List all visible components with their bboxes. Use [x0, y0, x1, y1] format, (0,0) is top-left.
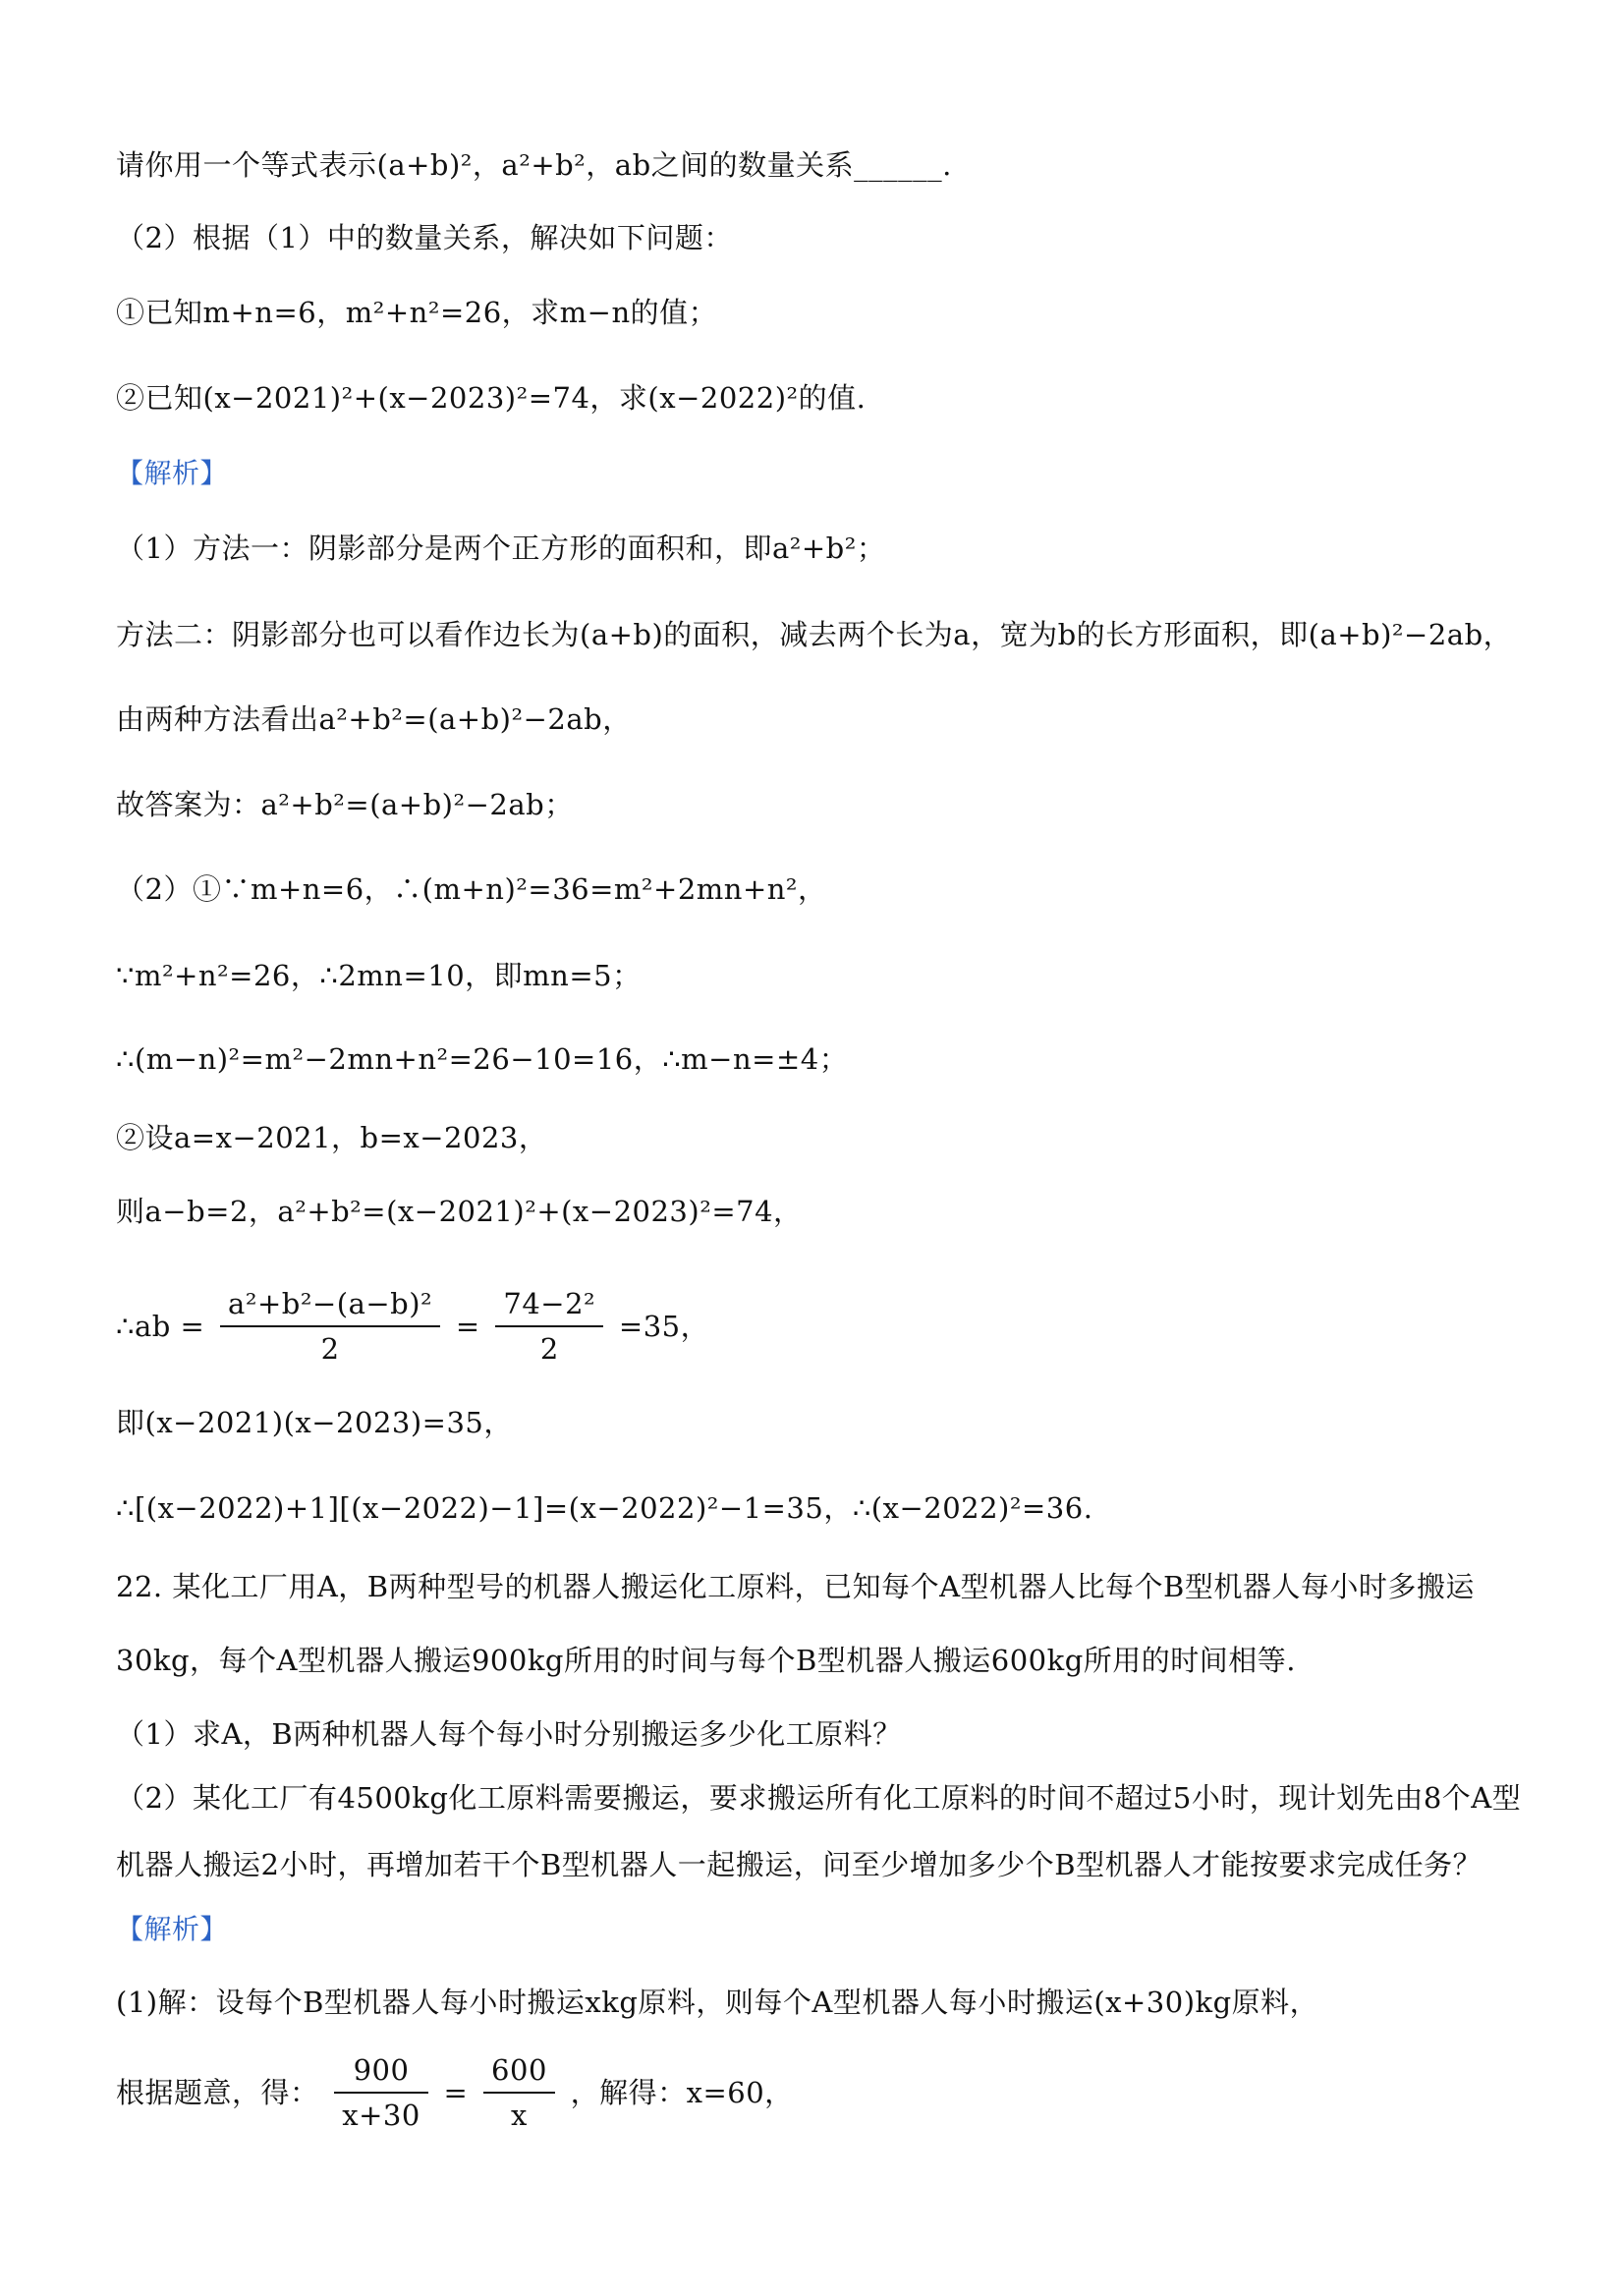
text-line: ②设a=x−2021，b=x−2023，	[116, 1121, 548, 1154]
text-line: （2）某化工厂有4500kg化工原料需要搬运，要求搬运所有化工原料的时间不超过5小时，现计划先由8个A型	[116, 1781, 1522, 1815]
equals-sign: =	[455, 1310, 480, 1343]
text-line: ∴(m−n)²=m²−2mn+n²=26−10=16，∴m−n=±4；	[116, 1042, 849, 1076]
fraction-1	[334, 2048, 428, 2137]
text-line: 方法二：阴影部分也可以看作边长为(a+b)的面积，减去两个长为a，宽为b的长方形面积，即(a+b)²−2ab，	[116, 618, 1513, 651]
text-line: ①已知m+n=6，m²+n²=26，求m−n的值；	[116, 296, 718, 329]
fraction-2	[483, 2048, 555, 2137]
section-heading: 【解析】	[116, 1913, 229, 1945]
text-line: （1）方法一：阴影部分是两个正方形的面积和，即a²+b²；	[116, 532, 886, 565]
denominator: x+30	[342, 2099, 420, 2132]
text-line: （2）根据（1）中的数量关系，解决如下问题：	[116, 221, 733, 254]
equation-prefix: ∴ab =	[116, 1310, 205, 1343]
denominator: x	[511, 2099, 528, 2132]
fraction-equation-ab	[116, 1275, 1544, 1373]
text-line: 故答案为：a²+b²=(a+b)²−2ab；	[116, 788, 574, 821]
text-line: （2）①∵m+n=6，∴(m+n)²=36=m²+2mn+n²，	[116, 872, 827, 906]
fraction-1	[220, 1282, 440, 1371]
fraction-2	[495, 1282, 603, 1371]
numerator: 74−2²	[495, 1282, 603, 1327]
section-heading: 【解析】	[116, 457, 229, 489]
text-line: ∴[(x−2022)+1][(x−2022)−1]=(x−2022)²−1=35，∴(x−2022)²=36.	[116, 1491, 1093, 1525]
numerator: 900	[334, 2048, 428, 2094]
numerator: 600	[483, 2048, 555, 2094]
numerator: a²+b²−(a−b)²	[220, 1282, 440, 1327]
fraction-equation-x	[116, 2042, 1544, 2140]
equation-suffix: =35，	[618, 1310, 710, 1343]
problem-statement: 30kg，每个A型机器人搬运900kg所用的时间与每个B型机器人搬运600kg所用的时间相等.	[116, 1644, 1296, 1677]
text-line: 即(x−2021)(x−2023)=35，	[116, 1406, 513, 1439]
text-line: （1）求A，B两种机器人每个每小时分别搬运多少化工原料？	[116, 1717, 902, 1751]
text-line: 由两种方法看出a²+b²=(a+b)²−2ab，	[116, 702, 632, 736]
text-line: ②已知(x−2021)²+(x−2023)²=74，求(x−2022)²的值.	[116, 381, 867, 415]
text-line: 请你用一个等式表示(a+b)²，a²+b²，ab之间的数量关系______.	[116, 148, 952, 182]
problem-statement: 22. 某化工厂用A，B两种型号的机器人搬运化工原料，已知每个A型机器人比每个B型机器人每小时多搬运	[116, 1570, 1475, 1603]
denominator: 2	[320, 1332, 340, 1366]
equals-sign: =	[443, 2076, 469, 2109]
equation-suffix: ，解得：x=60，	[570, 2076, 794, 2109]
text-line: ∵m²+n²=26，∴2mn=10，即mn=5；	[116, 959, 642, 992]
denominator: 2	[539, 1332, 559, 1366]
text-line: 则a−b=2，a²+b²=(x−2021)²+(x−2023)²=74，	[116, 1195, 803, 1228]
equation-prefix: 根据题意，得：	[116, 2076, 319, 2109]
text-line: 机器人搬运2小时，再增加若干个B型机器人一起搬运，问至少增加多少个B型机器人才能按要求完成任务？	[116, 1848, 1483, 1881]
text-line: (1)解：设每个B型机器人每小时搬运xkg原料，则每个A型机器人每小时搬运(x+30)kg原料，	[116, 1986, 1319, 2019]
